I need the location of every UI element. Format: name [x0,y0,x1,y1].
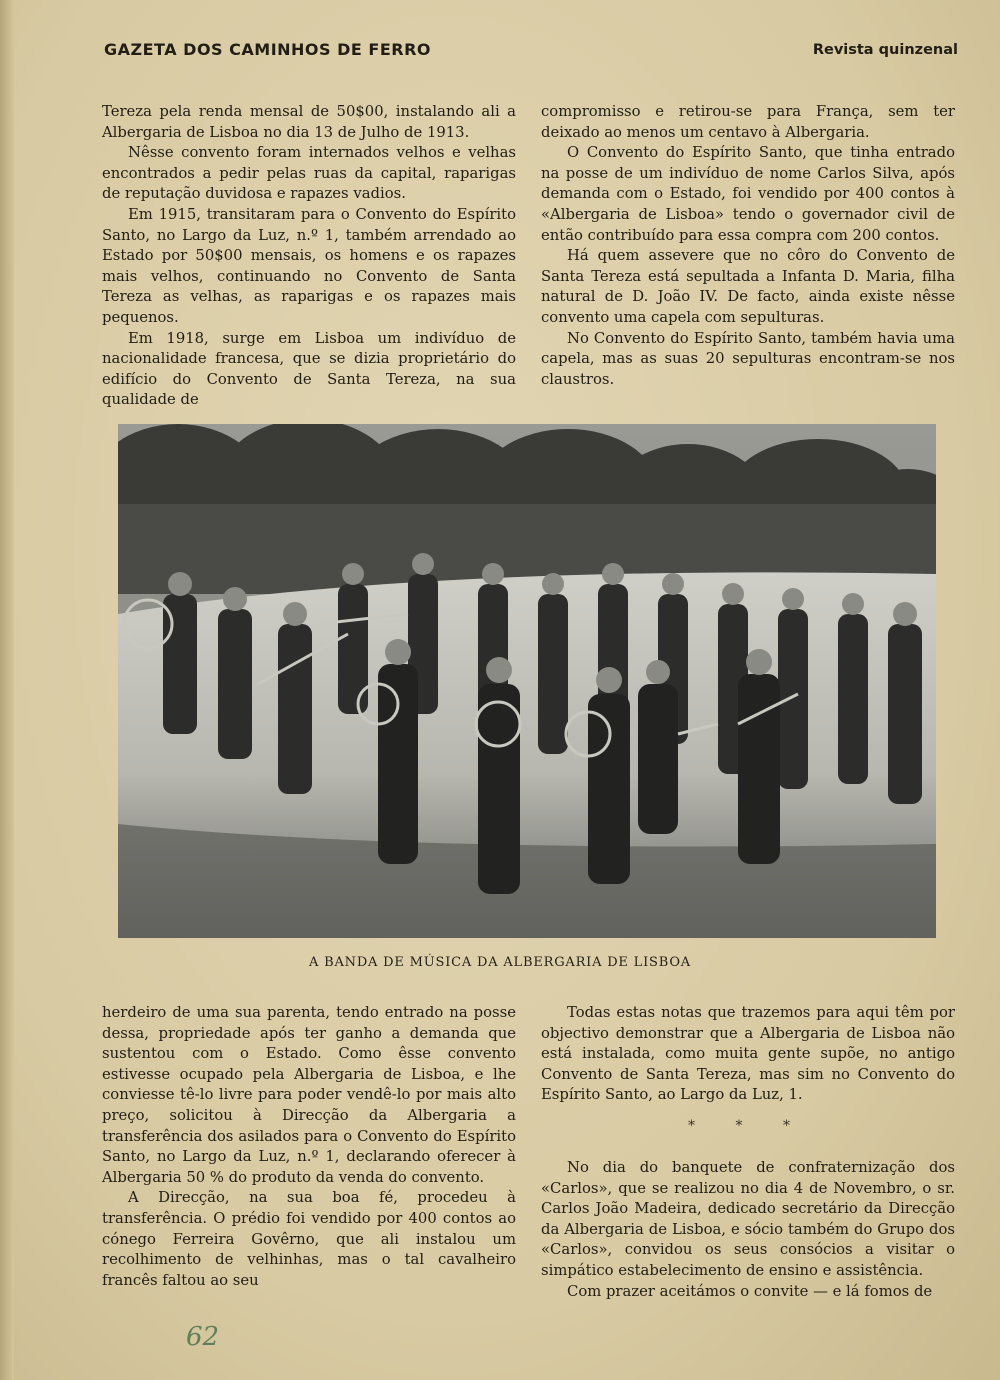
page-number: 62 [186,1322,220,1352]
paragraph: Há quem assevere que no côro do Convento de Santa Tereza está sepultada a Infanta D. Maria, filha natural de D. João IV. De facto, ainda existe nêsse convento uma capela com sepulturas. [541,247,955,326]
paragraph: Todas estas notas que trazemos para aqui têm por objectivo demonstrar que a Albergaria de Lisboa não está instalada, como muita gente supõe, no antigo Convento de Santa Tereza, mas sim no Convento do Espírito Santo, ao Largo da Luz, 1. [541,1004,955,1104]
column-1 [102,102,516,411]
column-3 [102,1003,516,1291]
paragraph: A Direcção, na sua boa fé, procedeu à transferência. O prédio foi vendido por 400 contos ao cónego Ferreira Govêrno, que ali instalou um recolhimento de velhinhas, mas o tal cavalheiro francês faltou ao seu [102,1189,516,1289]
paragraph: Nêsse convento foram internados velhos e velhas encontrados a pedir pelas ruas da capital, raparigas de reputação duvidosa e rapazes vadios. [102,144,516,203]
running-title: GAZETA DOS CAMINHOS DE FERRO [104,40,432,59]
paragraph: O Convento do Espírito Santo, que tinha entrado na posse de um indivíduo de nome Carlos Silva, após demanda com o Estado, foi vendido por 400 contos à «Albergaria de Lisboa» tendo o governador civil de então contribuído para essa compra com 200 contos. [541,144,955,244]
band-photograph [118,424,936,938]
column-2 [541,102,955,390]
binding-edge [0,0,14,1380]
paragraph: Em 1915, transitaram para o Convento do Espírito Santo, no Largo da Luz, n.º 1, também arrendado ao Estado por 50$00 mensais, os homens e os rapazes mais velhos, continuando no Convento de Santa Tereza as velhas, as raparigas e os rapazes mais pequenos. [102,205,516,326]
section-separator: * * * [688,1118,808,1134]
paragraph: compromisso e retirou-se para França, sem ter deixado ao menos um centavo à Albergaria. [541,103,955,141]
paragraph: Em 1918, surge em Lisboa um indivíduo de nacionalidade francesa, que se dizia proprietário do edifício do Convento de Santa Tereza, na sua qualidade de [102,329,516,409]
running-subtitle: Revista quinzenal [812,42,958,58]
paragraph: herdeiro de uma sua parenta, tendo entrado na posse dessa, propriedade após ter ganho a demanda que sustentou com o Estado. Como êsse convento estivesse ocupado pela Albergaria de Lisboa, e lhe conviesse tê-lo livre para poder vendê-lo por mais alto preço, solicitou à Direcção da Albergaria a transferência dos asilados para o Convento do Espírito Santo, no Largo da Luz, n.º 1, declarando oferecer à Albergaria 50 % do produto da venda do convento. [102,1004,516,1186]
column-4 [541,1003,955,1302]
photo-caption: A BANDA DE MÚSICA DA ALBERGARIA DE LISBOA [309,955,691,970]
paragraph: Tereza pela renda mensal de 50$00, instalando ali a Albergaria de Lisboa no dia 13 de Julho de 1913. [102,103,516,141]
paragraph: No Convento do Espírito Santo, também havia uma capela, mas as suas 20 sepulturas encontram-se nos claustros. [541,329,955,388]
paragraph: No dia do banquete de confraternização dos «Carlos», que se realizou no dia 4 de Novembro, o sr. Carlos João Madeira, dedicado secretário da Direcção da Albergaria de Lisboa, e sócio também do Grupo dos «Carlos», convidou os seus consócios a visitar o simpático estabelecimento de ensino e assistência. [541,1158,955,1279]
paragraph: Com prazer aceitámos o convite — e lá fomos de [567,1282,933,1300]
